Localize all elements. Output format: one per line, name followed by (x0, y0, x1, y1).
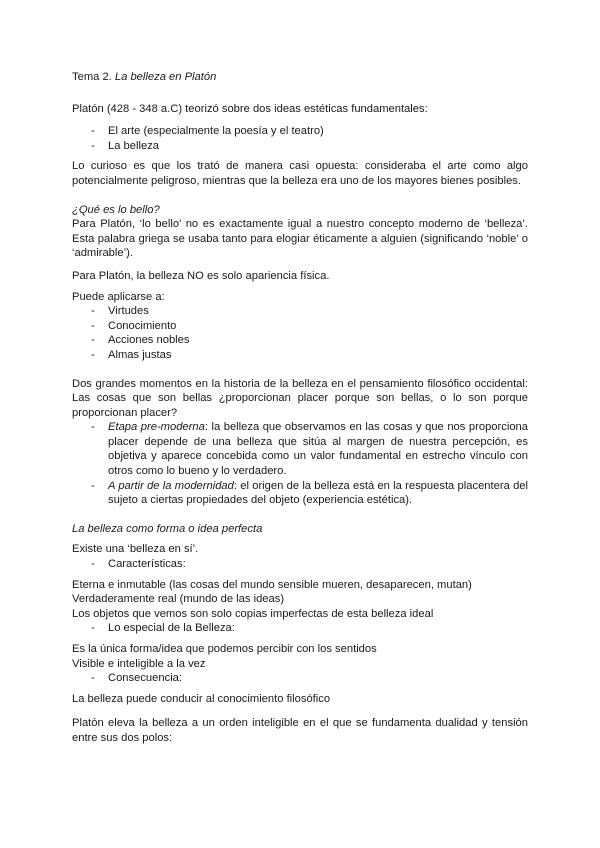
char-line: Eterna e inmutable (las cosas del mundo sensible mueren, desaparecen, mutan) (72, 578, 472, 591)
list-item-modern (72, 479, 528, 508)
special-line: Es la única forma/idea que podemos percibir con los sentidos (72, 643, 377, 655)
page-title (72, 70, 528, 85)
special-line: Visible e inteligible a la vez (72, 657, 206, 670)
list-item: - El arte (especialmente la poesía y el teatro) (72, 124, 528, 139)
apply-intro: Puede aplicarse a: (72, 290, 165, 303)
curioso-paragraph: Lo curioso es que los trató de manera casi opuesta: consideraba el arte como algo potencialmente peligroso, mientras que la belleza era uno de los mayores bienes posibles. (72, 160, 528, 187)
list-item: - Virtudes (72, 304, 528, 319)
list-item: - Características: (72, 557, 528, 572)
list-item: - Conocimiento (72, 319, 528, 334)
modern-text: : el origen de la belleza está en la respuesta placentera del sujeto a ciertas propiedades del objeto (experiencia estética). (108, 479, 528, 507)
list-item: - Almas justas (72, 348, 528, 363)
list-item: - La belleza (72, 139, 528, 154)
premodern-text: : la belleza que observamos en las cosas y que nos proporciona placer depende de una belleza que sitúa al margen de nuestra percepción, es objetiva y aparece concebida como un valor fundamental en estrecho vínculo con otros como lo bueno y lo verdadero. (108, 421, 528, 478)
bello-paragraph: Para Platón, ‘lo bello’ no es exactamente igual a nuestro concepto moderno de ‘belleza’. Esta palabra griega se usaba tanto para elogiar éticamente a alguien (significando ‘noble’ o ‘admirable’). (72, 218, 528, 260)
list-item: - Consecuencia: (72, 671, 528, 686)
conseq-list (72, 671, 528, 686)
section-heading-que-es-lo-bello: ¿Qué es lo bello? (72, 203, 160, 216)
list-item: - Lo especial de la Belleza: (72, 621, 528, 636)
apply-list (72, 304, 528, 362)
document-page (72, 70, 528, 746)
intro-list (72, 124, 528, 153)
intro-paragraph: Platón (428 - 348 a.C) teorizó sobre dos ideas estéticas fundamentales: (72, 102, 428, 115)
list-item-premodern (72, 420, 528, 478)
closing-paragraph: Platón eleva la belleza a un orden inteligible en el que se fundamenta dualidad y tensión entre sus dos polos: (72, 717, 528, 744)
title-italic: La belleza en Platón (114, 71, 217, 83)
not-physical-paragraph: Para Platón, la belleza NO es solo apariencia física. (72, 269, 330, 282)
moments-list (72, 420, 528, 508)
form-intro: Existe una ‘belleza en sí’. (72, 543, 199, 556)
premodern-label: Etapa pre-moderna (108, 421, 205, 434)
section-heading-forma-perfecta: La belleza como forma o idea perfecta (72, 522, 263, 535)
conseq-line: La belleza puede conducir al conocimiento filosófico (72, 692, 331, 705)
moments-paragraph: Dos grandes momentos en la historia de la belleza en el pensamiento filosófico occidental: Las cosas que son bellas ¿proporcionan placer porque son bellas, o lo son porque proporcionan placer? (72, 377, 528, 419)
list-item: - Acciones nobles (72, 333, 528, 348)
title-prefix: Tema 2. (72, 71, 115, 83)
char-list (72, 557, 528, 572)
char-line: Los objetos que vemos son solo copias imperfectas de esta belleza ideal (72, 607, 434, 620)
modern-label: A partir de la modernidad (108, 479, 234, 492)
char-line: Verdaderamente real (mundo de las ideas) (72, 593, 285, 606)
special-list (72, 621, 528, 636)
